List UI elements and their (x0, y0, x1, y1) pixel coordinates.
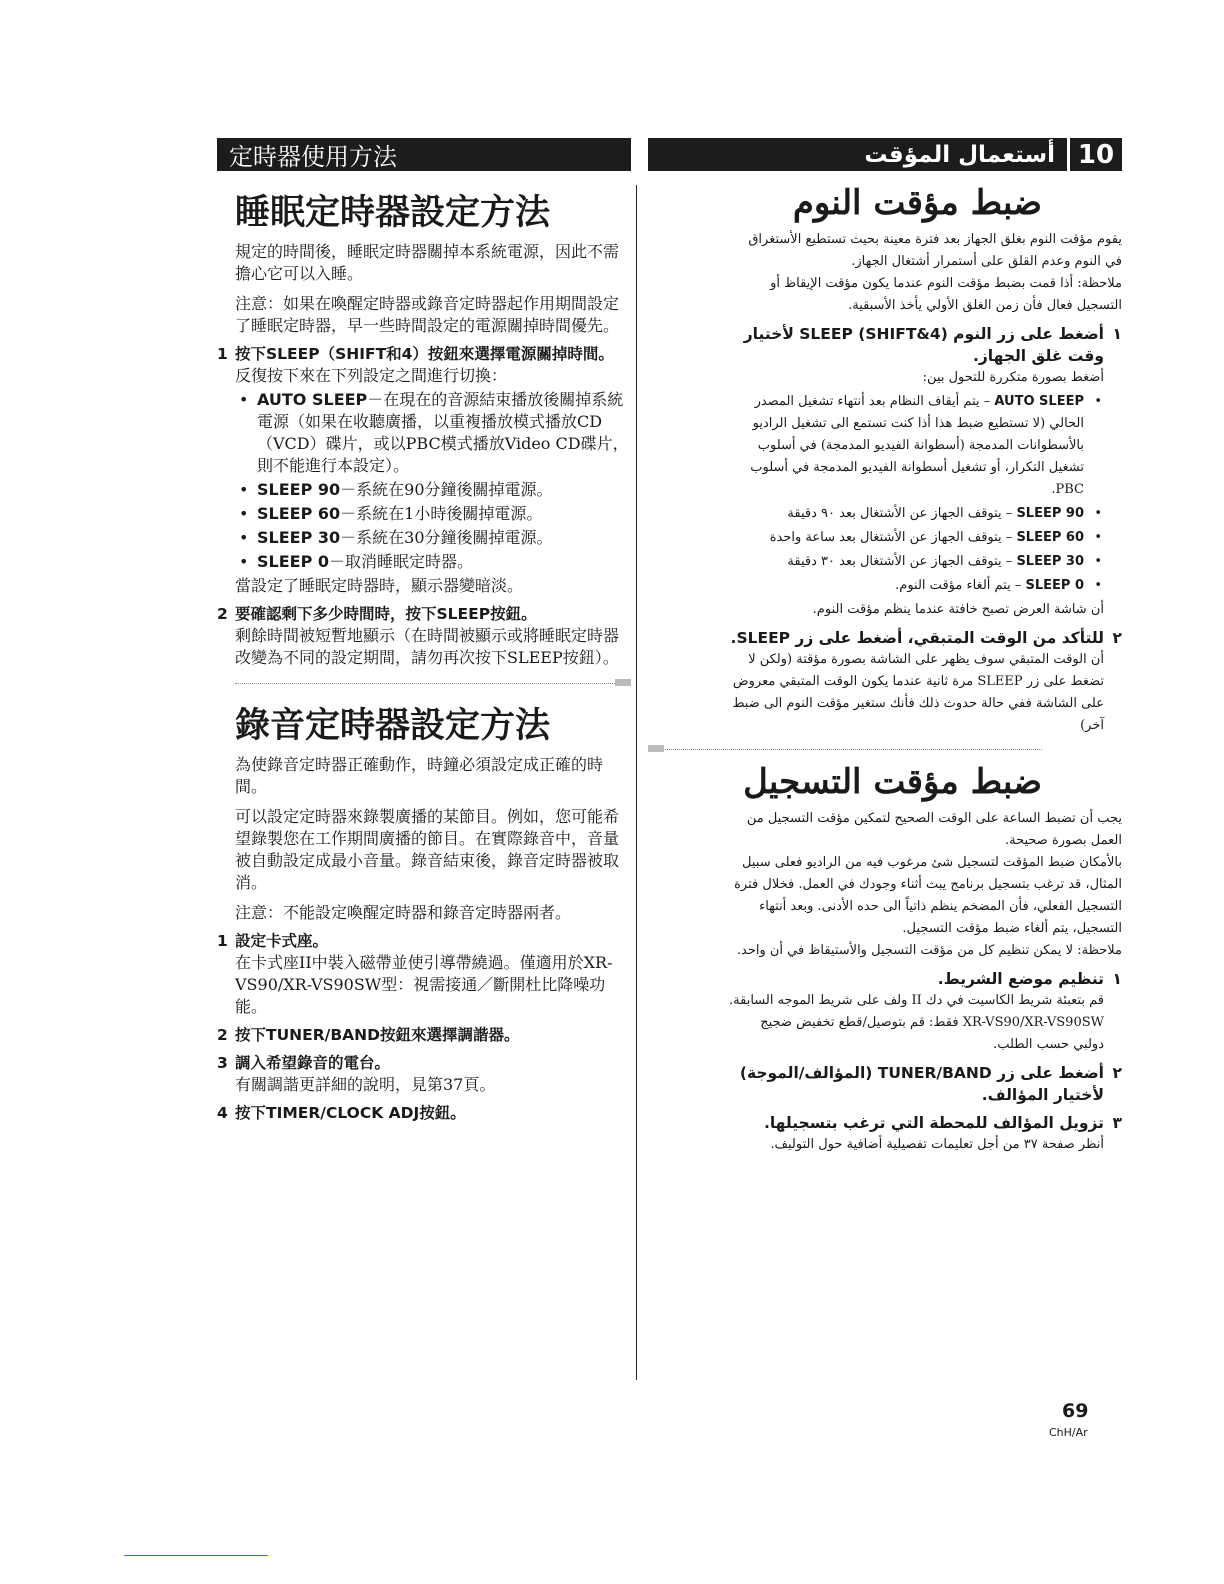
sleep-note-ar: ملاحظة: أذا قمت بضبط مؤقت النوم عندما يكون مؤقت الإيقاظ أو التسجيل فعال فأن زمن الغلق الأولي يأخذ الأسبقية. (770, 276, 1122, 313)
language-code: ChH/Ar (1049, 1426, 1088, 1439)
step-instruction: 設定卡式座。 (235, 932, 329, 950)
record-step-4 (217, 1102, 631, 1124)
section-divider (648, 747, 1042, 750)
record-description-ar: بالأمكان ضبط المؤقت لتسجيل شئ مرغوب فيه من الراديو فعلى سبيل المثال، قد ترغب بتسجيل برنامج يبث أثناء وجودك في العمل. فخلال فترة التسجيل الفعلي، فأن المضخم ينظم ذاتياً الى حده الأدنى. وبعد أنتهاء التسجيل، يتم ألغاء ضبط مؤقت التسجيل. (734, 855, 1122, 936)
record-note-ar: ملاحظة: لا يمكن تنظيم كل من مؤقت التسجيل والأستيقاظ في أن واحد. (736, 943, 1122, 958)
record-description: 可以設定定時器來錄製廣播的某節目。例如，您可能希望錄製您在工作期間廣播的節目。在實際錄音中，音量被自動設定成最小音量。錄音結束後，錄音定時器被取消。 (235, 807, 620, 892)
column-divider (636, 185, 637, 1380)
arabic-column (648, 138, 1122, 1156)
record-note: 注意：不能設定喚醒定時器和錄音定時器兩者。 (235, 903, 572, 922)
record-intro: 為使錄音定時器正確動作，時鐘必須設定成正確的時間。 (235, 755, 604, 796)
step-subtext: 在卡式座II中裝入磁帶並使引導帶繞過。僅適用於XR-VS90/XR-VS90SW型：視需接通／斷開杜比降噪功能。 (235, 953, 613, 1016)
sleep-step-1-ar (648, 323, 1122, 367)
list-item: • SLEEP 90－系統在90分鐘後關掉電源。 (257, 479, 631, 501)
record-timer-heading-ar: ضبط مؤقت التسجيل (743, 762, 1042, 802)
list-item: • AUTO SLEEP－在現在的音源結束播放後關掉系統電源（如果在收聽廣播，以重複播放模式播放CD（VCD）碟片，或以PBC模式播放Video CD碟片，則不能進行本設定）。 (257, 389, 631, 477)
step-subtext: أنظر صفحة ٣٧ من أجل تعليمات تفصيلية أضافية حول التوليف. (770, 1137, 1104, 1152)
step-subtext: أن الوقت المتبقي سوف يظهر على الشاشة بصورة مؤقتة (ولكن لا تضغط على زر SLEEP مرة ثانية عندما يكون الوقت المتبقي معروض على الشاشة ففي حالة حدوث ذلك فأنك ستغير مؤقت النوم الى ضبط آخر) (732, 652, 1104, 733)
record-step-2 (217, 1024, 631, 1046)
record-step-3 (217, 1052, 631, 1074)
step-instruction: تنظيم موضع الشريط. (937, 970, 1104, 988)
step-instruction: 按下TUNER/BAND按鈕來選擇調諧器。 (235, 1026, 520, 1044)
sleep-intro-ar: يقوم مؤقت النوم بغلق الجهاز بعد فترة معينة بحيث تستطيع الأستغراق في النوم وعدم القلق على أستمرار أشتغال الجهاز. (748, 232, 1122, 269)
step-instruction: 要確認剩下多少時間時，按下SLEEP按鈕。 (235, 605, 537, 623)
step-subtext: 反復按下來在下列設定之間進行切換： (235, 366, 508, 385)
sleep-timer-heading-ar: ضبط مؤقت النوم (792, 183, 1042, 223)
step-number: 2 (217, 1026, 228, 1044)
list-item: • SLEEP 60－系統在1小時後關掉電源。 (257, 503, 631, 525)
step-subtext: أضغط بصورة متكررة للتحول بين: (922, 370, 1104, 385)
sleep-options-list-ar (648, 391, 1122, 597)
step-number: ٢ (1112, 629, 1122, 647)
step-number: 4 (217, 1104, 228, 1122)
list-item: • AUTO SLEEP – يتم أيقاف النظام بعد أنتهاء تشغيل المصدر الحالي (لا تستطيع ضبط هذا أذا كنت تستمع الى تشغيل الراديو بالأسطوانات المدمجة (أسطوانة الفيديو المدمجة) في أسلوب تشغيل التكرار، أو تشغيل أسطوانة الفيديو المدمجة في أسلوب PBC. (728, 391, 1084, 501)
list-item: • SLEEP 90 – يتوقف الجهاز عن الأشتغال بعد ٩٠ دقيقة (728, 503, 1084, 525)
step-instruction: تزويل المؤالف للمحطة التي ترغب بتسجيلها. (763, 1114, 1104, 1132)
sleep-step-1 (217, 343, 631, 365)
sleep-timer-heading: 睡眠定時器設定方法 (235, 193, 551, 233)
step-after-text: 當設定了睡眠定時器時，顯示器變暗淡。 (235, 576, 524, 595)
record-step-1 (217, 930, 631, 952)
step-subtext: قم بتعبئة شريط الكاسيت في دك II ولف على شريط الموجه السابقة. XR-VS90/XR-VS90SW فقط: قم بتوصيل/قطع تخفيض ضجيج دولبي حسب الطلب. (729, 993, 1104, 1052)
footer-rule (124, 1555, 268, 1556)
list-item: • SLEEP 0 – يتم ألغاء مؤقت النوم. (728, 575, 1084, 597)
step-instruction: 調入希望錄音的電台。 (235, 1054, 391, 1072)
list-item: • SLEEP 30 – يتوقف الجهاز عن الأشتغال بعد ٣٠ دقيقة (728, 551, 1084, 573)
step-number: 2 (217, 605, 228, 623)
step-number: 1 (217, 932, 228, 950)
step-number: 3 (217, 1054, 228, 1072)
step-instruction: للتأكد من الوقت المتبقي، أضغط على زر SLEEP. (730, 629, 1104, 647)
chapter-number: 10 (1067, 138, 1122, 171)
record-intro-ar: يجب أن تضبط الساعة على الوقت الصحيح لتمكين مؤقت التسجيل من العمل بصورة صحيحة. (746, 811, 1122, 848)
sleep-note: 注意：如果在喚醒定時器或錄音定時器起作用期間設定了睡眠定時器，早一些時間設定的電源關掉時間優先。 (235, 294, 620, 335)
chapter-header-bar (217, 138, 631, 171)
sleep-step-2 (217, 603, 631, 625)
page-number: 69 (1062, 1400, 1089, 1422)
chapter-header-bar-ar (648, 138, 1122, 171)
step-instruction: 按下SLEEP（SHIFT和4）按鈕來選擇電源關掉時間。 (235, 345, 614, 363)
record-step-2-ar (648, 1062, 1122, 1106)
step-subtext: 剩餘時間被短暫地顯示（在時間被顯示或將睡眠定時器改變為不同的設定期間，請勿再次按下SLEEP按鈕）。 (235, 626, 620, 667)
step-number: ١ (1112, 325, 1122, 343)
step-number: ١ (1112, 970, 1122, 988)
record-timer-heading: 錄音定時器設定方法 (235, 706, 551, 746)
list-item: • SLEEP 30－系統在30分鐘後關掉電源。 (257, 527, 631, 549)
sleep-step-2-ar (648, 627, 1122, 649)
step-number: 1 (217, 345, 228, 363)
step-instruction: 按下TIMER/CLOCK ADJ按鈕。 (235, 1104, 466, 1122)
step-number: ٣ (1112, 1114, 1122, 1132)
record-step-3-ar (648, 1112, 1122, 1134)
list-item: • SLEEP 0－取消睡眠定時器。 (257, 551, 631, 573)
step-subtext: 有關調諧更詳細的說明，見第37頁。 (235, 1075, 496, 1094)
step-after-text: أن شاشة العرض تصبح خافتة عندما ينظم مؤقت النوم. (812, 602, 1104, 617)
step-number: ٢ (1112, 1064, 1122, 1082)
list-item: • SLEEP 60 – يتوقف الجهاز عن الأشتغال بعد ساعة واحدة (728, 527, 1084, 549)
chinese-column (217, 138, 631, 1124)
record-step-1-ar (648, 968, 1122, 990)
sleep-options-list (217, 389, 631, 573)
sleep-intro: 規定的時間後，睡眠定時器關掉本系統電源，因此不需擔心它可以入睡。 (235, 242, 620, 283)
step-instruction: أضغط على زر النوم (SHIFT&4) SLEEP لأختيار وقت غلق الجهاز. (743, 325, 1104, 365)
chapter-header-title-ar: أستعمال المؤقت (864, 141, 1055, 168)
section-divider (235, 681, 631, 684)
chapter-header-title: 定時器使用方法 (229, 143, 397, 171)
step-instruction: أضغط على زر TUNER/BAND (المؤالف/الموجة) لأختيار المؤالف. (739, 1064, 1104, 1104)
